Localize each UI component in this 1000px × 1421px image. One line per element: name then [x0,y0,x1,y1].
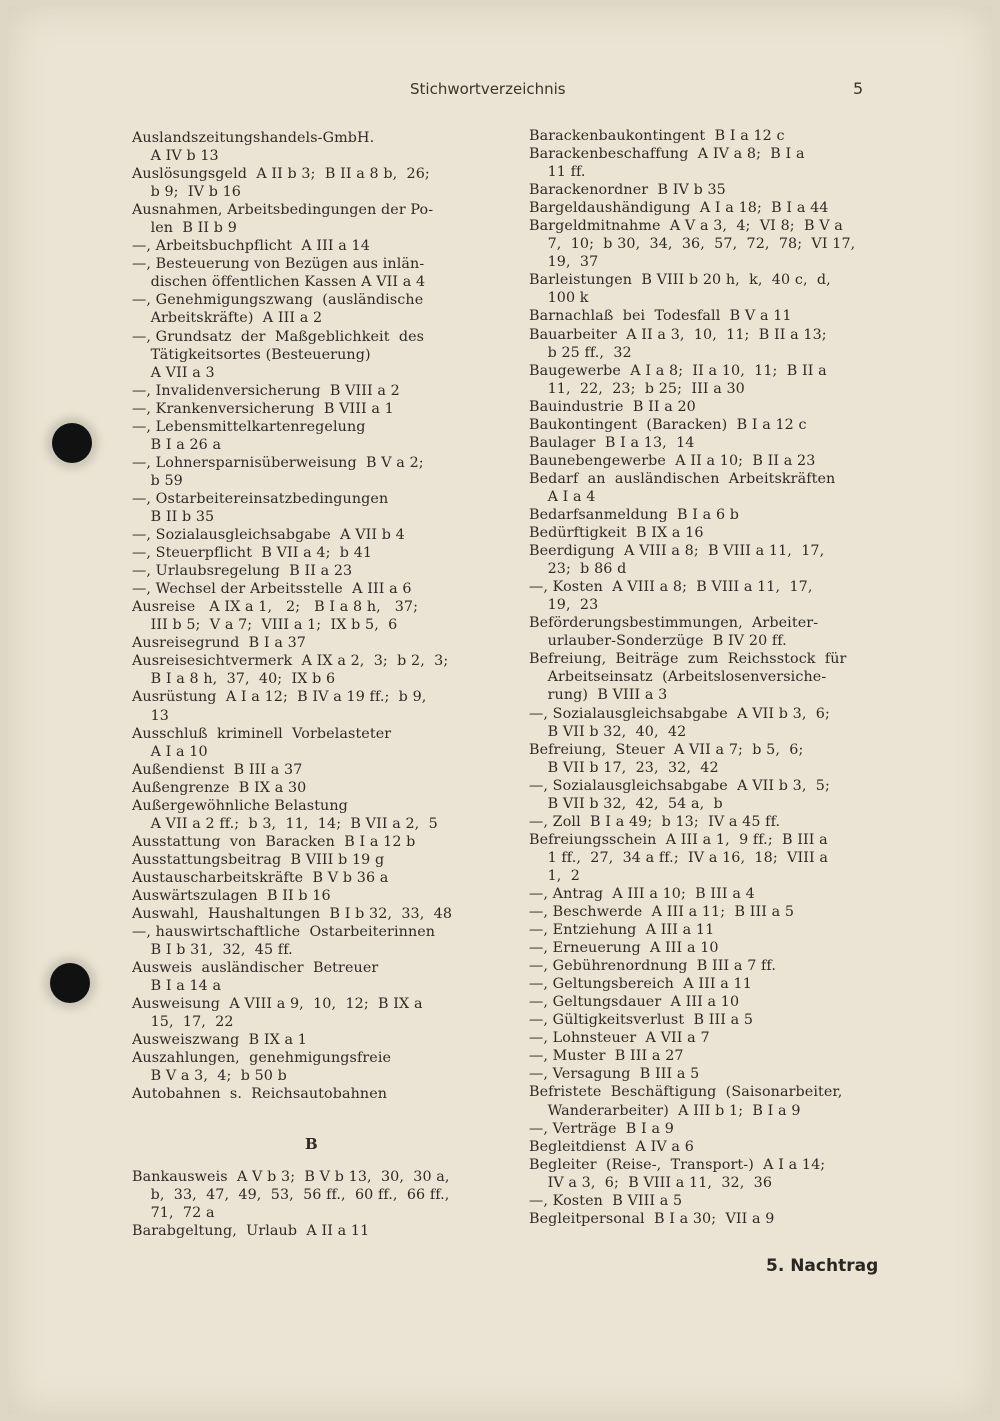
index-entry-line: —, Grundsatz der Maßgeblichkeit des [132,328,425,345]
index-entry-line: Barackenbeschaffung A IV a 8; B I a [529,146,805,163]
index-entry-line: —, Erneuerung A III a 10 [529,940,719,957]
index-entry-line: B I a 26 a [132,436,222,453]
index-entry-line: —, Verträge B I a 9 [529,1120,674,1137]
index-entry-line: Ausweiszwang B IX a 1 [132,1032,308,1049]
punch-hole-bottom [50,963,90,1003]
index-entry-line: Barabgeltung, Urlaub A II a 11 [132,1223,370,1240]
index-entry-line: B VII b 32, 42, 54 a, b [529,795,723,812]
index-entry-line: Ausrüstung A I a 12; B IV a 19 ff.; b 9, [132,689,427,706]
index-entry-line: 71, 72 a [132,1205,215,1222]
index-entry-line: Befreiung, Steuer A VII a 7; b 5, 6; [529,741,804,758]
index-entry-line: —, Versagung B III a 5 [529,1066,700,1083]
index-entry-line: b 59 [132,472,183,489]
index-entry-line: Begleiter (Reise-, Transport-) A I a 14; [529,1156,826,1173]
index-entry-line: Ausreisegrund B I a 37 [132,635,306,652]
index-column-right [529,127,879,1228]
page-header-title: Stichwortverzeichnis [410,80,566,98]
index-entry-line: b 25 ff., 32 [529,344,632,361]
index-entry-line: —, Geltungsdauer A III a 10 [529,994,740,1011]
index-entry-line: Bargeldaushändigung A I a 18; B I a 44 [529,200,829,217]
index-entry-line: 11 ff. [529,164,586,181]
index-entry-line: —, Arbeitsbuchpflicht A III a 14 [132,238,370,255]
index-entry-line: Barnachlaß bei Todesfall B V a 11 [529,308,792,325]
index-entry-line: Auszahlungen, genehmigungsfreie [132,1050,392,1067]
index-entry-line: Baulager B I a 13, 14 [529,434,695,451]
index-entry-line: Bedarf an ausländischen Arbeitskräften [529,470,836,487]
index-entry-line: Außergewöhnliche Belastung [132,797,348,814]
index-entry-line: 15, 17, 22 [132,1014,234,1031]
punch-hole-top [52,423,92,463]
index-entry-line: 7, 10; b 30, 34, 36, 57, 72, 78; VI 17, [529,236,856,253]
supplement-label: 5. Nachtrag [766,1256,879,1276]
index-entry-line: dischen öffentlichen Kassen A VII a 4 [132,274,426,291]
index-entry-line: Ausreise A IX a 1, 2; B I a 8 h, 37; [132,599,419,616]
index-entry-line: Befreiungsschein A III a 1, 9 ff.; B III a [529,831,828,848]
index-entry-line: —, Geltungsbereich A III a 11 [529,976,752,993]
index-entry-line: 23; b 86 d [529,561,627,578]
index-entry-line: —, Gültigkeitsverlust B III a 5 [529,1012,754,1029]
index-entry-line: Ausreisesichtvermerk A IX a 2, 3; b 2, 3; [132,653,449,670]
index-entry-line: —, hauswirtschaftliche Ostarbeiterinnen [132,924,436,941]
index-entry-line: Außengrenze B IX a 30 [132,779,307,796]
index-entry-line: Bauindustrie B II a 20 [529,398,696,415]
index-entry-line: A I a 10 [132,743,208,760]
index-entry-line: Autobahnen s. Reichsautobahnen [132,1086,388,1103]
index-entry-line: B VII b 32, 40, 42 [529,723,687,740]
index-entry-line: —, Urlaubsregelung B II a 23 [132,563,353,580]
index-entry-line: —, Besteuerung von Bezügen aus inlän- [132,256,425,273]
index-entry-line: 100 k [529,290,589,307]
index-entry-line: IV a 3, 6; B VIII a 11, 32, 36 [529,1174,773,1191]
index-entry-line: Begleitdienst A IV a 6 [529,1138,694,1155]
index-entry-line: Ausstattungsbeitrag B VIII b 19 g [132,851,385,868]
index-entry-line: 11, 22, 23; b 25; III a 30 [529,380,745,397]
index-entry-line: Ausstattung von Baracken B I a 12 b [132,833,416,850]
index-entry-line: —, Invalidenversicherung B VIII a 2 [132,382,400,399]
index-entry-line: Baugewerbe A I a 8; II a 10, 11; B II a [529,362,827,379]
index-entry-line: Barleistungen B VIII b 20 h, k, 40 c, d, [529,272,831,289]
index-entry-line: —, Lohnsteuer A VII a 7 [529,1030,710,1047]
index-entry-line: 19, 37 [529,254,599,271]
index-entry-line: Baukontingent (Baracken) B I a 12 c [529,416,807,433]
index-entry-line: Außendienst B III a 37 [132,761,303,778]
index-entry-line: Barackenbaukontingent B I a 12 c [529,128,785,144]
index-entry-line: Ausnahmen, Arbeitsbedingungen der Po- [132,202,434,219]
index-entry-line: B II b 35 [132,508,215,525]
index-entry-line: —, Sozialausgleichsabgabe A VII b 3, 5; [529,777,830,794]
index-entry-line: 13 [132,707,169,724]
index-entry-line: —, Ostarbeitereinsatzbedingungen [132,490,389,507]
page-number: 5 [853,79,864,98]
index-entry-line: —, Sozialausgleichsabgabe A VII b 3, 6; [529,705,830,722]
index-entry-line: rung) B VIII a 3 [529,687,668,704]
index-entry-line: b 9; IV b 16 [132,184,241,201]
index-entry-line: Befristete Beschäftigung (Saisonarbeiter, [529,1084,843,1101]
index-entry-line: A IV b 13 [132,148,219,165]
index-entry-line: Auslandszeitungshandels-GmbH. [132,130,375,146]
index-entry-line: B V a 3, 4; b 50 b [132,1068,287,1085]
index-entry-line: A VII a 2 ff.; b 3, 11, 14; B VII a 2, 5 [132,815,438,832]
section-letter: B [305,1135,318,1153]
index-entry-line: A VII a 3 [132,364,215,381]
index-entry-line: Bedarfsanmeldung B I a 6 b [529,506,740,523]
index-entry-line: Auswahl, Haushaltungen B I b 32, 33, 48 [132,906,453,923]
index-entry-line: 1, 2 [529,867,580,884]
index-entry-line: b, 33, 47, 49, 53, 56 ff., 60 ff., 66 ff., [132,1187,450,1204]
index-entry-line: —, Antrag A III a 10; B III a 4 [529,885,755,902]
index-entry-line: Ausweisung A VIII a 9, 10, 12; B IX a [132,996,423,1013]
index-entry-line: —, Muster B III a 27 [529,1048,684,1065]
index-entry-line: —, Beschwerde A III a 11; B III a 5 [529,904,795,921]
index-entry-line: —, Sozialausgleichsabgabe A VII b 4 [132,527,405,544]
index-entry-line: Wanderarbeiter) A III b 1; B I a 9 [529,1102,801,1119]
index-entry-line: III b 5; V a 7; VIII a 1; IX b 5, 6 [132,617,398,634]
index-entry-line: Arbeitskräfte) A III a 2 [132,310,323,327]
index-entry-line: Ausschluß kriminell Vorbelasteter [132,725,392,742]
index-entry-line: Auswärtszulagen B II b 16 [132,887,331,904]
index-column-left-b [132,1168,492,1240]
index-entry-line: Bankausweis A V b 3; B V b 13, 30, 30 a, [132,1169,450,1185]
index-entry-line: Beförderungsbestimmungen, Arbeiter- [529,615,819,632]
index-entry-line: len B II b 9 [132,220,237,237]
index-entry-line: Barackenordner B IV b 35 [529,182,726,199]
index-entry-line: Baunebengewerbe A II a 10; B II a 23 [529,452,816,469]
index-entry-line: Bargeldmitnahme A V a 3, 4; VI 8; B V a [529,218,843,235]
index-entry-line: B VII b 17, 23, 32, 42 [529,759,719,776]
index-entry-line: —, Krankenversicherung B VIII a 1 [132,400,394,417]
index-entry-line: —, Kosten A VIII a 8; B VIII a 11, 17, [529,579,813,596]
index-column-left [132,129,492,1104]
index-entry-line: Auslösungsgeld A II b 3; B II a 8 b, 26; [132,166,430,183]
index-entry-line: —, Lebensmittelkartenregelung [132,418,366,435]
index-entry-line: 1 ff., 27, 34 a ff.; IV a 16, 18; VIII a [529,849,828,866]
index-entry-line: B I a 14 a [132,978,222,995]
index-entry-line: —, Lohnersparnisüberweisung B V a 2; [132,454,424,471]
index-entry-line: —, Wechsel der Arbeitsstelle A III a 6 [132,581,412,598]
index-entry-line: Arbeitseinsatz (Arbeitslosenversiche- [529,669,827,686]
index-entry-line: —, Steuerpflicht B VII a 4; b 41 [132,545,373,562]
index-entry-line: Ausweis ausländischer Betreuer [132,960,379,977]
index-entry-line: —, Gebührenordnung B III a 7 ff. [529,958,776,975]
index-entry-line: Tätigkeitsortes (Besteuerung) [132,346,371,363]
index-entry-line: —, Genehmigungszwang (ausländische [132,292,424,309]
index-entry-line: —, Entziehung A III a 11 [529,922,715,939]
index-entry-line: B I b 31, 32, 45 ff. [132,942,293,959]
index-entry-line: —, Kosten B VIII a 5 [529,1192,683,1209]
index-entry-line: A I a 4 [529,488,596,505]
index-entry-line: 19, 23 [529,597,599,614]
index-entry-line: Begleitpersonal B I a 30; VII a 9 [529,1210,775,1227]
index-entry-line: urlauber-Sonderzüge B IV 20 ff. [529,633,787,650]
index-entry-line: Bauarbeiter A II a 3, 10, 11; B II a 13; [529,326,827,343]
index-entry-line: Befreiung, Beiträge zum Reichsstock für [529,651,847,668]
index-entry-line: Austauscharbeitskräfte B V b 36 a [132,869,389,886]
index-entry-line: Bedürftigkeit B IX a 16 [529,525,704,542]
index-entry-line: Beerdigung A VIII a 8; B VIII a 11, 17, [529,543,825,560]
index-entry-line: B I a 8 h, 37, 40; IX b 6 [132,671,336,688]
index-entry-line: —, Zoll B I a 49; b 13; IV a 45 ff. [529,813,781,830]
